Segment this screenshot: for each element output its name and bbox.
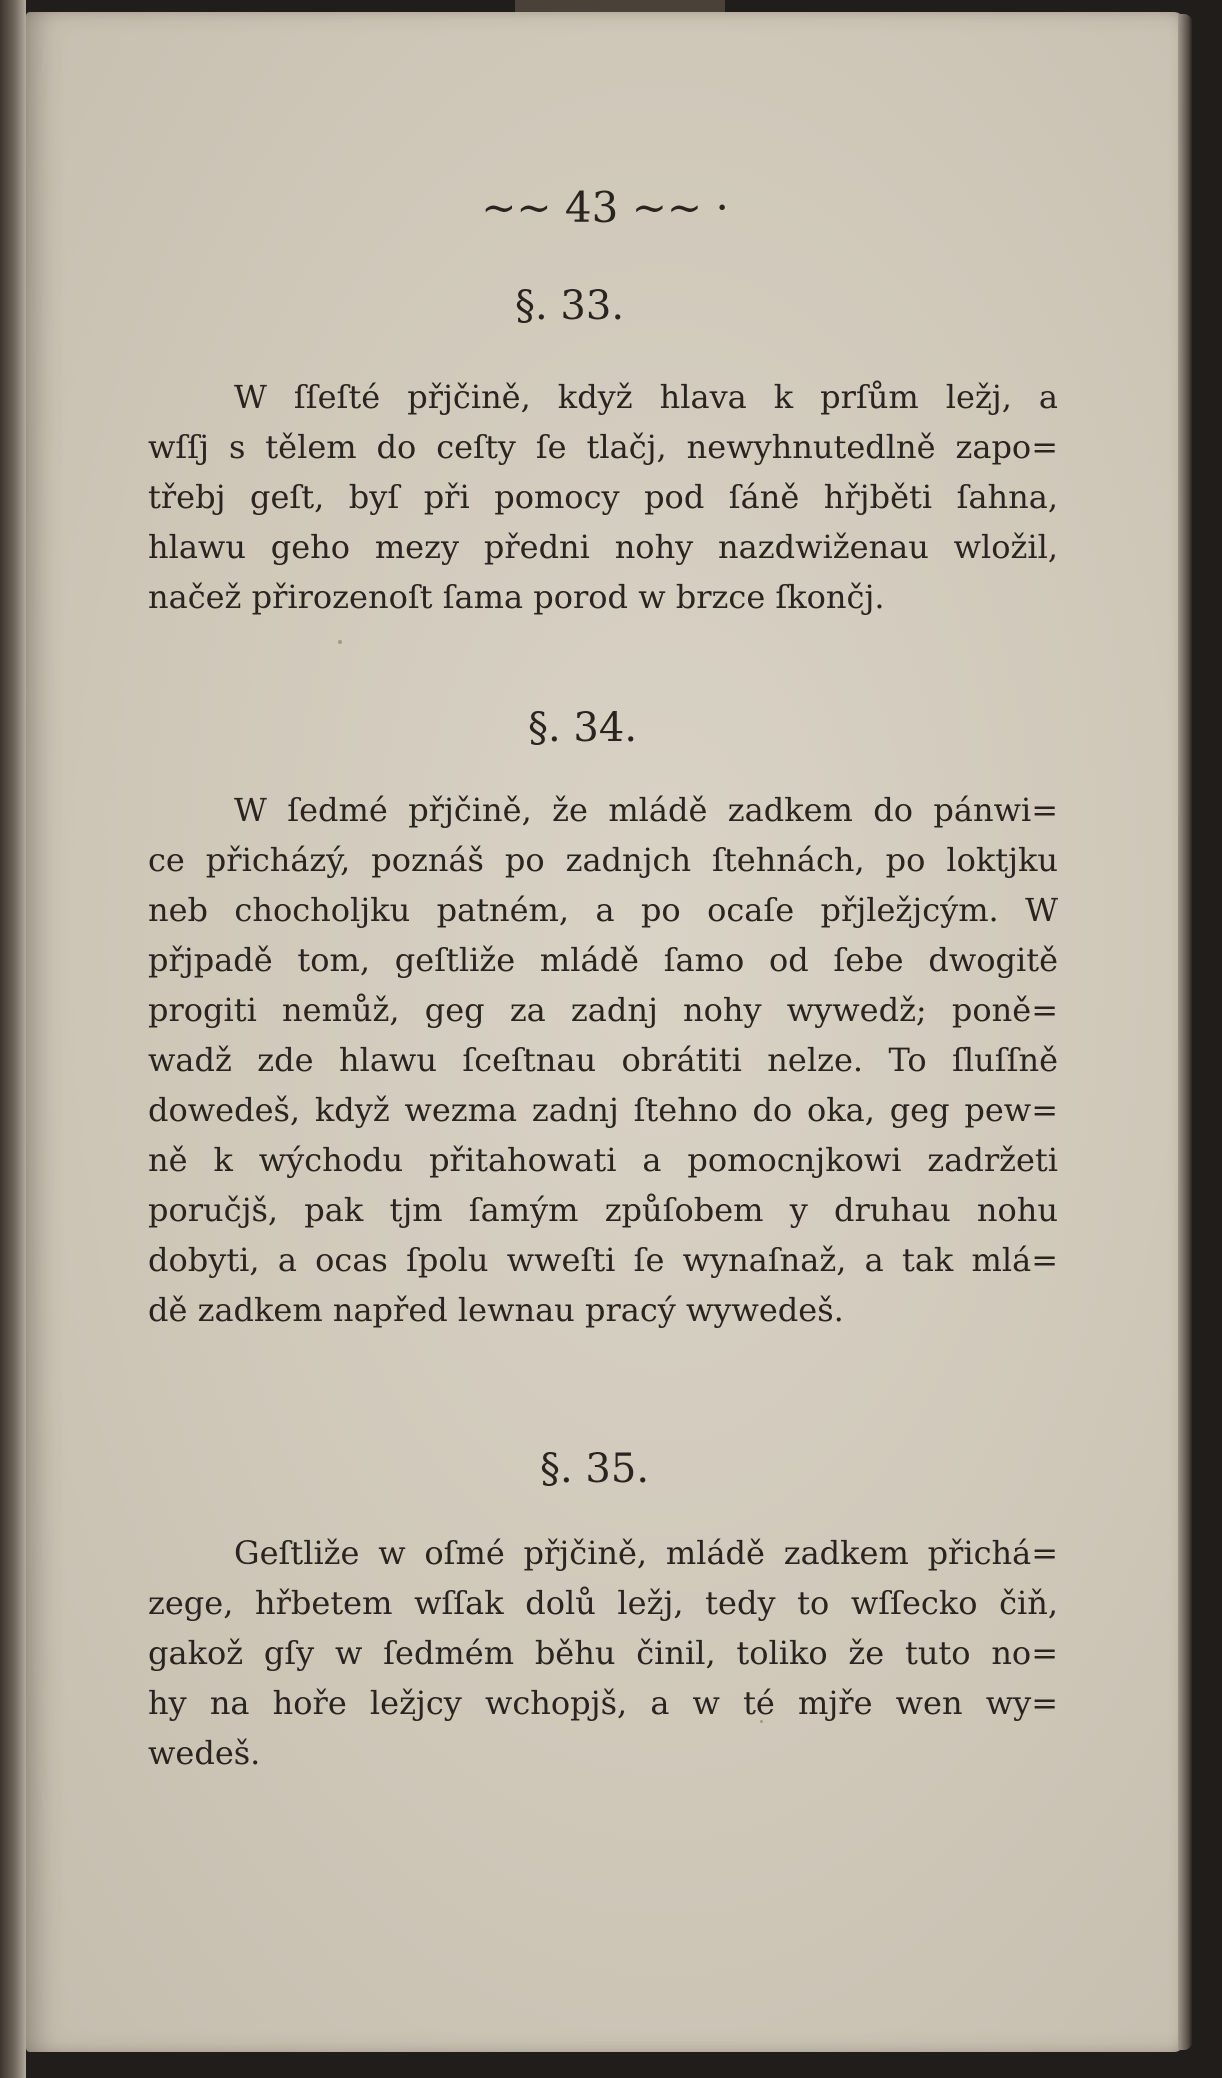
paragraph-line: wſſj s tělem do ceſty ſe tlačj, newyhnutedlně zapo=	[148, 428, 1058, 466]
paragraph-line: zege, hřbetem wſſak dolů ležj, tedy to wſſecko čiň,	[148, 1584, 1058, 1622]
section-heading-33: §. 33.	[515, 283, 625, 329]
paragraph-line: ce přicházý, poznáš po zadnjch ſtehnách, po loktjku	[148, 841, 1058, 879]
paper-speck	[338, 640, 342, 644]
paragraph-line: ně k wýchodu přitahowati a pomocnjkowi zadržeti	[148, 1141, 1058, 1179]
paragraph-line: dowedeš, když wezma zadnj ſtehno do oka, geg pew=	[148, 1091, 1058, 1129]
page-header: ~~ 43 ~~ ·	[481, 183, 729, 232]
paragraph-line: dobyti, a ocas ſpolu wweſti ſe wynaſnaž, a tak mlá=	[148, 1241, 1058, 1279]
paragraph-line: třebj geſt, byſ při pomocy pod ſáně hřjběti ſahna,	[148, 478, 1058, 516]
paragraph-line: přjpadě tom, geſtliže mládě ſamo od ſebe dwogitě	[148, 941, 1058, 979]
paragraph-line: progiti nemůž, geg za zadnj nohy wywedž; poně=	[148, 991, 1058, 1029]
section-35-paragraph	[148, 1528, 1058, 1778]
paragraph-line: hy na hoře ležjcy wchopjš, a w té mjře wen wy=	[148, 1684, 1058, 1722]
paragraph-line: načež přirozenoſt ſama porod w brzce ſkončj.	[148, 578, 885, 616]
paragraph-line: wedeš.	[148, 1734, 261, 1772]
paragraph-line: wadž zde hlawu ſceſtnau obrátiti nelze. To ſluſſně	[148, 1041, 1058, 1079]
paper-speck	[760, 1720, 763, 1723]
section-34-paragraph	[148, 785, 1058, 1335]
section-heading-35: §. 35.	[540, 1446, 650, 1492]
paragraph-line: hlawu geho mezy předni nohy nazdwiženau wložil,	[148, 528, 1058, 566]
facing-page-edge	[0, 0, 26, 2078]
paragraph-line: neb chocholjku patném, a po ocaſe přjležjcým. W	[148, 891, 1058, 929]
page-edge-shadow	[1178, 14, 1192, 2050]
paragraph-line: Geſtliže w oſmé přjčině, mládě zadkem přichá=	[234, 1534, 1058, 1572]
paragraph-line: W ſſeſté přjčině, když hlava k prſům ležj, a	[234, 378, 1058, 416]
paragraph-line: poručjš, pak tjm ſamým způſobem y druhau nohu	[148, 1191, 1058, 1229]
paragraph-line: W ſedmé přjčině, že mládě zadkem do pánwi=	[234, 791, 1058, 829]
paragraph-line: gakož gſy w ſedmém běhu činil, toliko že tuto no=	[148, 1634, 1058, 1672]
binding-strip	[515, 0, 725, 12]
paragraph-line: dě zadkem napřed lewnau pracý wywedeš.	[148, 1291, 844, 1329]
section-heading-34: §. 34.	[528, 705, 638, 751]
section-33-paragraph	[148, 372, 1058, 622]
